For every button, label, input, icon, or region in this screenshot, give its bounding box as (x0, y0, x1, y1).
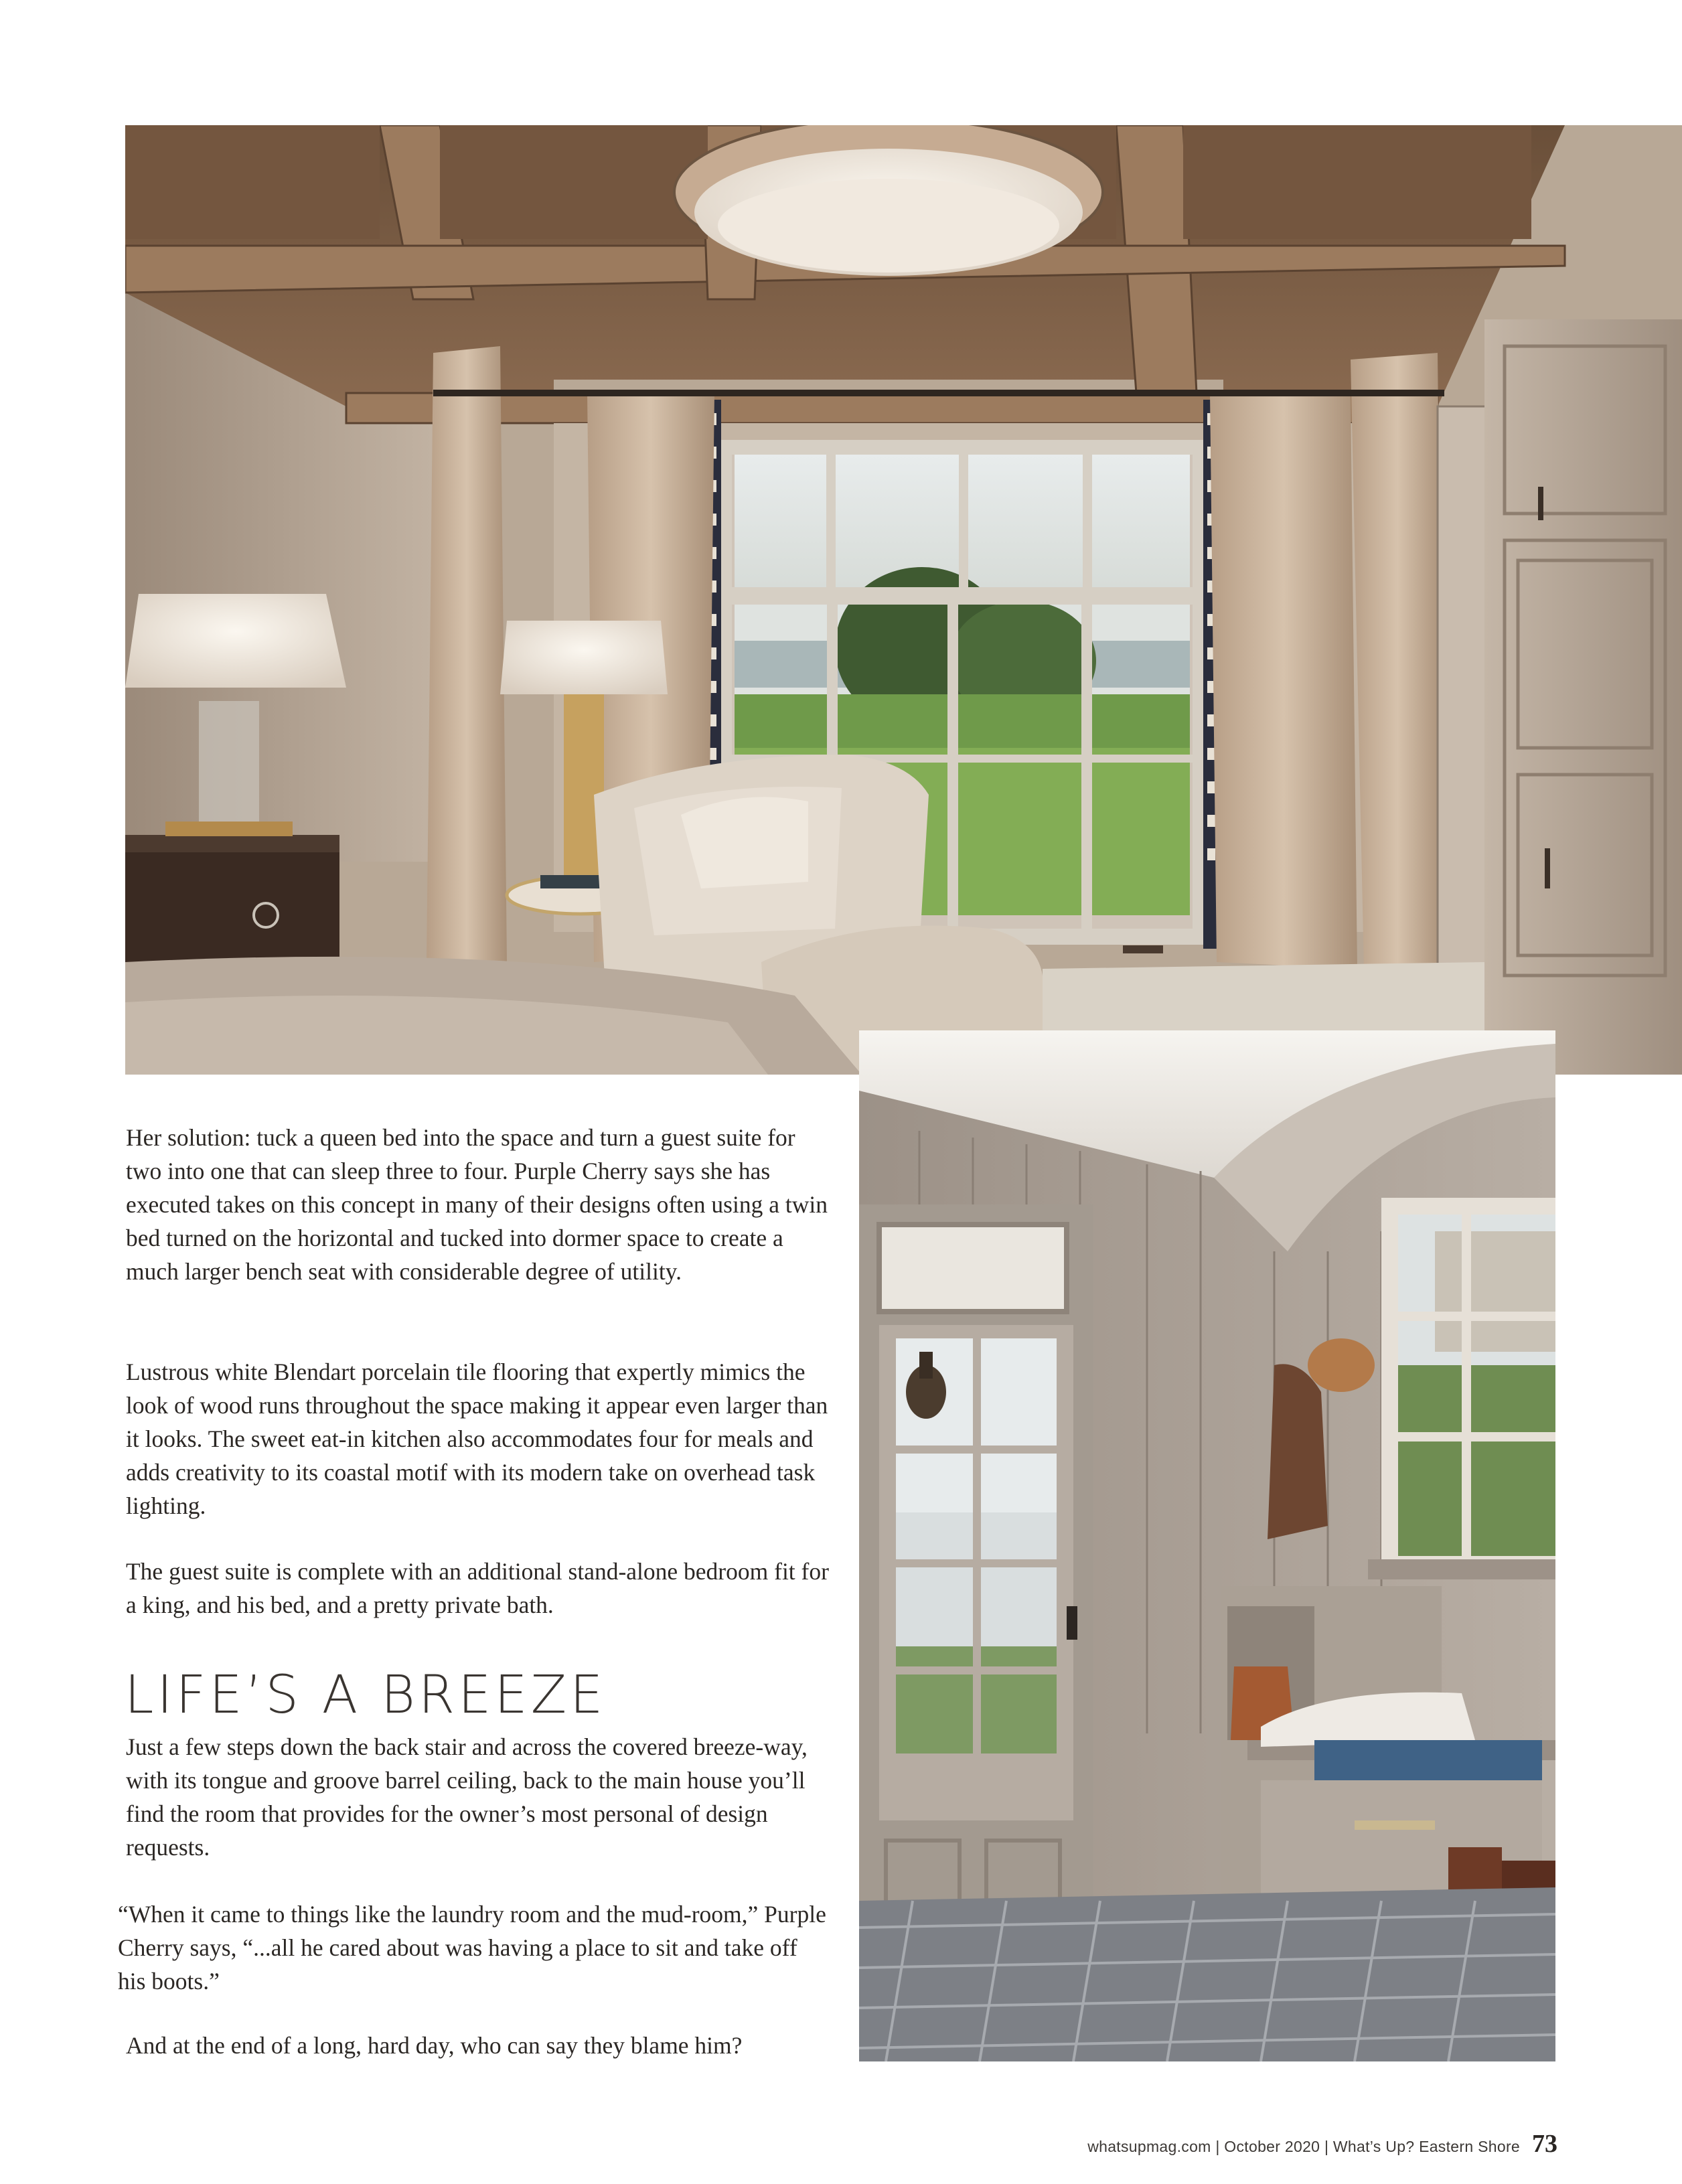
page-number: 73 (1532, 2130, 1557, 2158)
body-paragraph-4: Just a few steps down the back stair and across the covered breeze-way, with its tongue and groove barrel ceiling, back to the main house you’ll find the room that provides for the owner’s most personal of design requests. (126, 1733, 808, 1861)
body-paragraph-2: Lustrous white Blendart porcelain tile flooring that expertly mimics the look of wood runs throughout the space making it appear even larger than it looks. The sweet eat-in kitchen also accommodates four for meals and adds creativity to its coastal motif with its modern take on overhead task lighting. (126, 1358, 828, 1519)
footer-credit: whatsupmag.com | October 2020 | What’s Up? Eastern Shore (1087, 2138, 1520, 2155)
closing-paragraph: And at the end of a long, hard day, who can say they blame him? (126, 2032, 743, 2059)
bedroom-photo (125, 125, 1682, 1075)
section-heading: LIFE’S A BREEZE (125, 1665, 607, 1725)
body-paragraph-1: Her solution: tuck a queen bed into the space and turn a guest suite for two into one that can sleep three to four. Purple Cherry says she has executed takes on this concept in many of their designs often using a twin bed turned on the horizontal and tucked into dormer space to create a much larger bench seat with considerable degree of utility. (126, 1124, 828, 1285)
page-footer (1087, 2129, 1557, 2169)
quote-paragraph: “When it came to things like the laundry room and the mud-room,” Purple Cherry says, “...all he cared about was having a place to sit and take off his boots.” (118, 1901, 826, 1995)
mudroom-photo (859, 1030, 1555, 2061)
body-paragraph-3: The guest suite is complete with an additional stand-alone bedroom fit for a king, and his bed, and a pretty private bath. (126, 1558, 829, 1618)
